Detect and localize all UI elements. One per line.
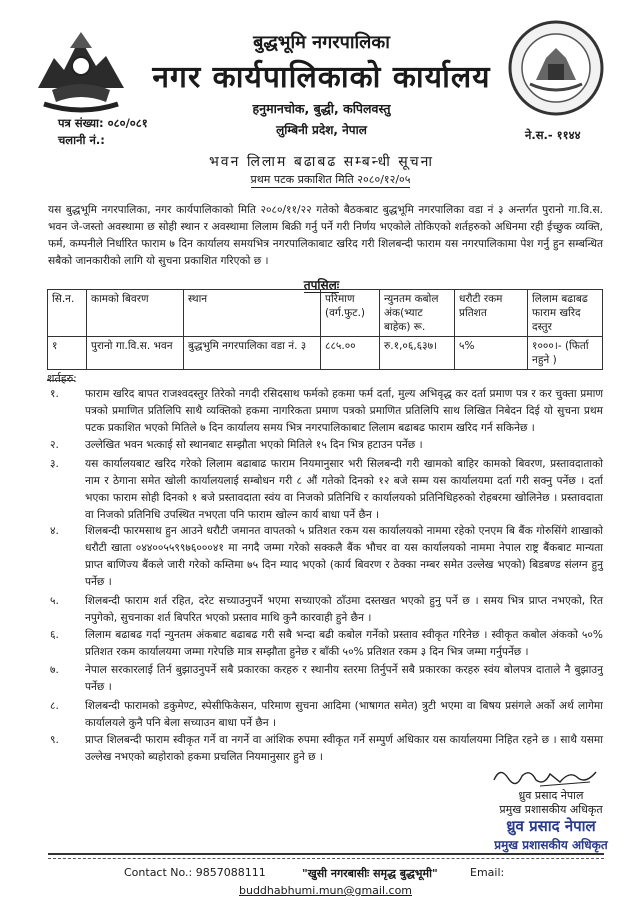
term-number: ३. [50,458,59,470]
footer-divider-dashed [48,858,604,859]
auction-table [47,289,603,370]
cell-min-bid: रु.१,०६,६३७। [380,337,455,370]
term-number: १. [50,388,59,400]
terms-heading: शर्तहरु: [47,372,77,385]
official-stamp-name: ध्रुव प्रसाद नेपाल [506,817,596,835]
table-header-row [48,290,603,337]
term-number: ४. [50,525,59,537]
term-item [50,698,603,732]
term-number: ८. [50,700,59,712]
col-area: परिमाण (वर्ग.फुट.) [321,290,380,337]
term-text: प्राप्त शिलबन्दी फाराम स्वीकृत गर्ने वा नगर्ने वा आंशिक रुपमा स्वीकृत गर्ने सम्पुर्ण अधिकार यस कार्यालयमा निहित रहने छ । साथै यसमा उल्लेख नभएको ब्यहोराको हकमा प्रचलित नियमानुसार हुने छ । [85,734,603,763]
term-number: २. [50,439,59,451]
term-number: ५. [50,595,59,607]
official-stamp-role: प्रमुख प्रशासकीय अधिकृत [494,838,608,852]
term-text: फाराम खरिद बापत राजश्वदस्तुर तिरेको नगदी रसिदसाथ फर्मको हकमा फर्म दर्ता, मुल्य अभिवृद्ध कर दर्ता प्रमाण पत्र र कर चुक्ता प्रमाण पत्रको प्रमाणित प्रतिलिपि साथै व्यक्तिको हकमा नागरिकता प्रमाण पत्रको प्रमाणित प्रतिलिपि साथ लिखित निबेदन दिई यो सुचना प्रथम पटक प्रकाशित भएको मितिले ७ दिन कार्यालय समय भित्र नगरपालिकाबाट लिलाम बढाबढ फाराम खरिद गर्न सकिनेछ । [85,388,603,434]
term-text: लिलाम बढाबढ गर्दा न्युनतम अंकबाट बढाबढ गरी सबै भन्दा बढी कबोल गर्नेको प्रस्ताव स्वीकृत गरिनेछ । स्वीकृत कबोल अंकको ५०% प्रतिशत रकम कार्यालयमा जम्मा गरेपछि मात्र सम्झौता हुनेछ र बाँकी ५०% प्रतिशत रकम ३ दिन भित्र जम्मा गर्नुपर्नेछ । [85,629,603,658]
cell-description: पुरानो गा.वि.स. भवन [87,337,184,370]
contact-number: Contact No.: 9857088111 [124,866,266,879]
cell-area: ८८५.०० [321,337,380,370]
term-item [50,386,603,437]
term-number: ७. [50,664,59,676]
province-line: लुम्बिनी प्रदेश, नेपाल [276,123,367,137]
handwritten-signature [490,762,600,790]
col-min-bid: न्युनतम कबोल अंक(भ्याट बाहेक) रू. [380,290,455,337]
cell-deposit: ५% [455,337,528,370]
cell-serial: १ [48,337,87,370]
col-form-fee: लिलाम बढाबढ फाराम खरिद दस्तुर [528,290,603,337]
email-link[interactable]: buddhabhumi.mun@gmail.com [239,884,413,897]
schedule-heading: तपसिलः [303,278,340,292]
footer-divider [48,853,604,855]
footer-slogan: "खुसी नगरबासीः समृद्ध बुद्धभूमी" [302,867,438,880]
term-item [50,456,603,524]
cell-form-fee: १०००।- (फिर्ता नहुने ) [528,337,603,370]
org-name: बुद्धभूमि नगरपालिका [253,32,390,53]
term-item [50,627,603,661]
terms-underline [47,380,75,381]
notice-title: भवन लिलाम बढाबढ सम्बन्धी सूचना [208,154,435,170]
term-text: शिलबन्दी फारामको डकुमेण्ट, स्पेसीफिकेसन, परिमाण सुचना आदिमा (भाषागत समेत) त्रुटी भएमा वा बिषय प्रसंगले अर्को अर्थ लागेमा कार्यालयले कुनै पनि बेला सच्याउन बाधा पर्ने छैन । [85,700,603,729]
term-item [50,437,603,454]
notice-intro: यस बुद्धभूमि नगरपालिका, नगर कार्यपालिकाको मिति २०८०/११/२२ गतेको बैठकबाट बुद्धभूमि नगरपालिका वडा नं ३ अन्तर्गत पुरानो गा.वि.स. भवन जे-जस्तो अवस्थामा छ सोही स्थान र अवस्थामा लिलाम बिक्री गर्नु पर्ने गरी निर्णय भएकोले तोकिएको शर्तहरुको अधिनमा रही ईच्छुक व्यक्ति, फर्म, कम्पनीले निर्धारित फाराम ७ दिन कार्यालय समयभित्र नगरपालिकाबाट खरिद गरी शिलबन्दी फाराम यस नगरपालिकामा पेश गर्नु हुन सम्बन्धित सबैको जानकारीको लागि यो सुचना प्रकाशित गरिएको छ । [48,204,603,267]
signatory-name: ध्रुव प्रसाद नेपाल [518,789,584,802]
term-item [50,732,603,766]
term-item [50,523,603,591]
office-title: नगर कार्यपालिकाको कार्यालय [152,60,491,95]
cell-location: बुद्धभुमि नगरपालिका वडा नं. ३ [184,337,321,370]
nepal-sambat-number: ने.स.- ११४४ [525,128,581,142]
col-location: स्थान [184,290,321,337]
term-text: यस कार्यालयबाट खरिद गरेको लिलाम बढाबाढ फाराम नियमानुसार भरी सिलबन्दी गरी खामको बाहिर कामको बिवरण, प्रस्तावदाताको नाम र ठेगाना समेत खोली कार्यालयलाई सम्बोधन गरी ८ औं गतेको दिनको १२ बजे सम्म यस कार्यालयमा दर्ता गरी सक्नु पर्नेछ । दर्ता भएका फाराम सोही दिनको १ बजे प्रस्तावदाता स्वंय वा निजको प्रतिनिधि र कार्यालयको प्रतिनिधिहरुको रोहबरमा खोलिनेछ । प्रस्तावदाता वा निजको प्रतिनिधि उपस्थित नभएता पनि फाराम खोल्न कार्य बाधा पर्ने छैन । [85,458,603,521]
term-text: शिलबन्दी फारमसाथ हुन आउने धरौटी जमानत वापतको ५ प्रतिशत रकम यस कार्यालयको नाममा रहेको एनएम बि बैंक गोरुसिंगे शाखाको धरौटी खाता ०४४००५५९९७६०००४१ मा नगदै जम्मा गरेको सक्कलै बैंक भौचर वा यस कार्यालयको नाममा नेपाल राष्ट्र बैंकबाट मान्यता प्राप्त बाणिज्य बैंकले जारी गरेको कम्तिमा ७५ दिन म्याद भएको (कार्य बिवरण र ठेक्का नम्बर समेत उल्लेख भएको) बिडबण्ड संलग्न हुनु पर्नेछ । [85,525,603,588]
term-item [50,593,603,627]
term-item [50,662,603,696]
term-number: ९. [50,734,59,746]
table-row [48,337,603,370]
published-date: प्रथम पटक प्रकाशित मिति २०८०/१२/०५ [250,173,411,186]
signatory-role: प्रमुख प्रशासकीय अधिकृत [499,803,603,816]
term-text: शिलबन्दी फाराम शर्त रहित, दरेट सच्याउनुपर्ने भएमा सच्याएको ठाँउमा दस्तखत भएको हुनु पर्ने छ । समय भित्र प्राप्त नभएको, रित नपुगेको, सुचनाका शर्त बिपरित भएको प्रस्ताव माथि कुनै कारवाही हुने छैन । [85,595,603,624]
col-description: कामको बिवरण [87,290,184,337]
term-text: उल्लेखित भवन भत्काई सो स्थानबाट सम्झौता भएको मितिले १५ दिन भित्र हटाउन पर्नेछ । [85,439,423,451]
email-label: Email: [470,866,505,879]
dispatch-number: चलानी नं.: [58,133,105,147]
col-deposit: धरौटी रकम प्रतिशत [455,290,528,337]
office-address: हनुमानचोक, बुद्धी, कपिलवस्तु [252,101,391,116]
term-number: ६. [50,629,59,641]
letter-number: पत्र संख्या: ०८०/०८१ [58,116,148,130]
term-text: नेपाल सरकारलाई तिर्न बुझाउनुपर्ने सबै प्रकारका करहरु र स्थानीय स्तरमा तिर्नुपर्ने सबै प्रकारका करहरु स्वंय बोलपत्र दाताले नै बुझाउनु पर्नेछ । [85,664,603,693]
col-serial: सि.न. [48,290,87,337]
